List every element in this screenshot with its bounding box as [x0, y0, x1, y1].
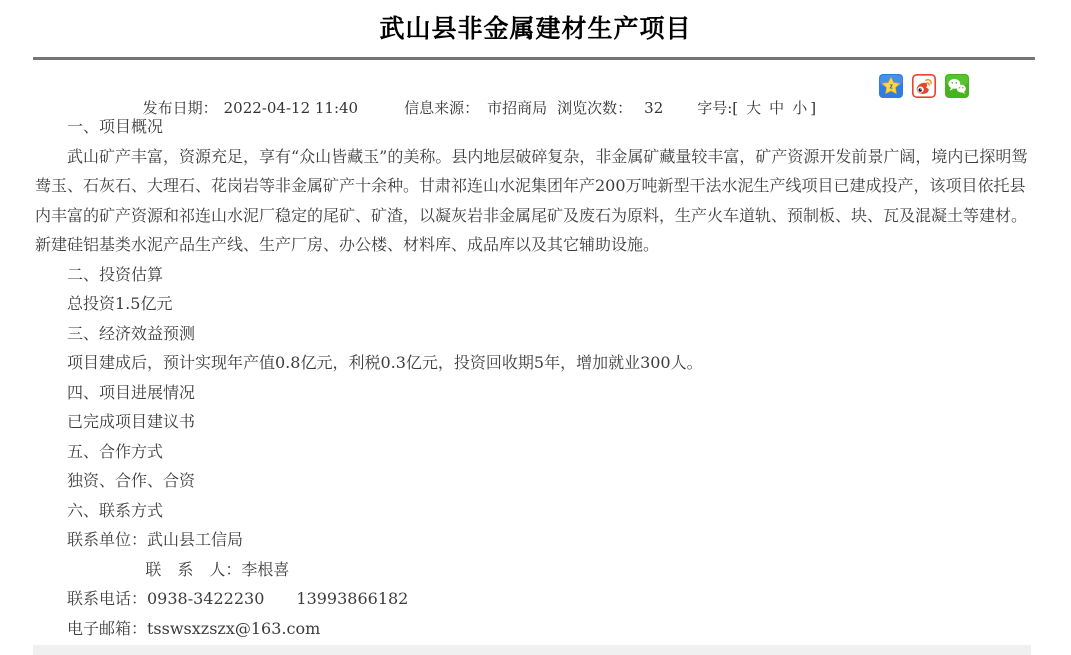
section-2-heading: 二、投资估算	[67, 264, 164, 284]
wechat-share-icon[interactable]	[945, 74, 969, 98]
fontsize-bracket-close: ]	[810, 99, 817, 117]
meta-info	[114, 79, 816, 136]
source-label: 信息来源：	[404, 99, 480, 117]
publish-date-label: 发布日期：	[142, 99, 218, 117]
share-bar	[879, 74, 969, 98]
views-label: 浏览次数：	[557, 99, 633, 117]
fontsize-large-button[interactable]: 大	[746, 99, 762, 117]
contact-unit-line: 联系单位：武山县工信局	[67, 530, 244, 549]
section-3-paragraph: 项目建成后，预计实现年产值0.8亿元，利税0.3亿元，投资回收期5年，增加就业300人。	[67, 353, 703, 372]
source-value: 市招商局	[487, 99, 548, 117]
section-6-heading: 六、联系方式	[67, 500, 164, 520]
fontsize-control	[697, 99, 816, 117]
meta-bar	[36, 74, 1035, 117]
fontsize-label: 字号:[	[697, 99, 739, 117]
section-2-paragraph: 总投资1.5亿元	[67, 294, 173, 313]
weibo-share-icon[interactable]	[912, 74, 936, 98]
section-1-paragraph: 武山矿产丰富，资源充足，享有“众山皆藏玉”的美称。县内地层破碎复杂，非金属矿藏量较丰富，矿产资源开发前景广阔，境内已探明鸳鸯玉、石灰石、大理石、花岗岩等非金属矿产十余种。甘肃祁连山水泥集团年产200万吨新型干法水泥生产线项目已建成投产，该项目依托县内丰富的矿产资源和祁连山水泥厂稳定的尾矿、矿渣，以凝灰岩非金属尾矿及废石为原料，生产火车道轨、预制板、块、瓦及混凝土等建材。新建硅铝基类水泥产品生产线、生产厂房、办公楼、材料库、成品库以及其它辅助设施。	[35, 146, 1028, 254]
section-3-heading: 三、经济效益预测	[67, 323, 196, 343]
title-divider	[33, 57, 1035, 60]
footer-divider-bar	[33, 645, 1031, 655]
svg-text:z: z	[889, 83, 893, 91]
publish-date-value: 2022-04-12 11:40	[223, 99, 359, 117]
contact-person-line: 联 系 人：李根喜	[145, 559, 290, 579]
section-1-heading: 一、项目概况	[67, 117, 164, 136]
qzone-share-icon[interactable]	[879, 74, 903, 98]
page-title: 武山县非金属建材生产项目	[379, 14, 692, 43]
fontsize-small-button[interactable]: 小	[792, 99, 808, 117]
views-value: 32	[644, 99, 664, 117]
section-5-paragraph: 独资、合作、合资	[67, 471, 196, 490]
section-4-heading: 四、项目进展情况	[67, 382, 196, 402]
contact-email-line: 电子邮箱：tsswsxzszx@163.com	[67, 618, 321, 638]
contact-phone-line: 联系电话：0938-3422230 13993866182	[67, 589, 409, 608]
article-body	[35, 112, 1035, 643]
section-4-paragraph: 已完成项目建议书	[67, 412, 196, 431]
fontsize-medium-button[interactable]: 中	[769, 99, 785, 117]
section-5-heading: 五、合作方式	[67, 441, 164, 461]
